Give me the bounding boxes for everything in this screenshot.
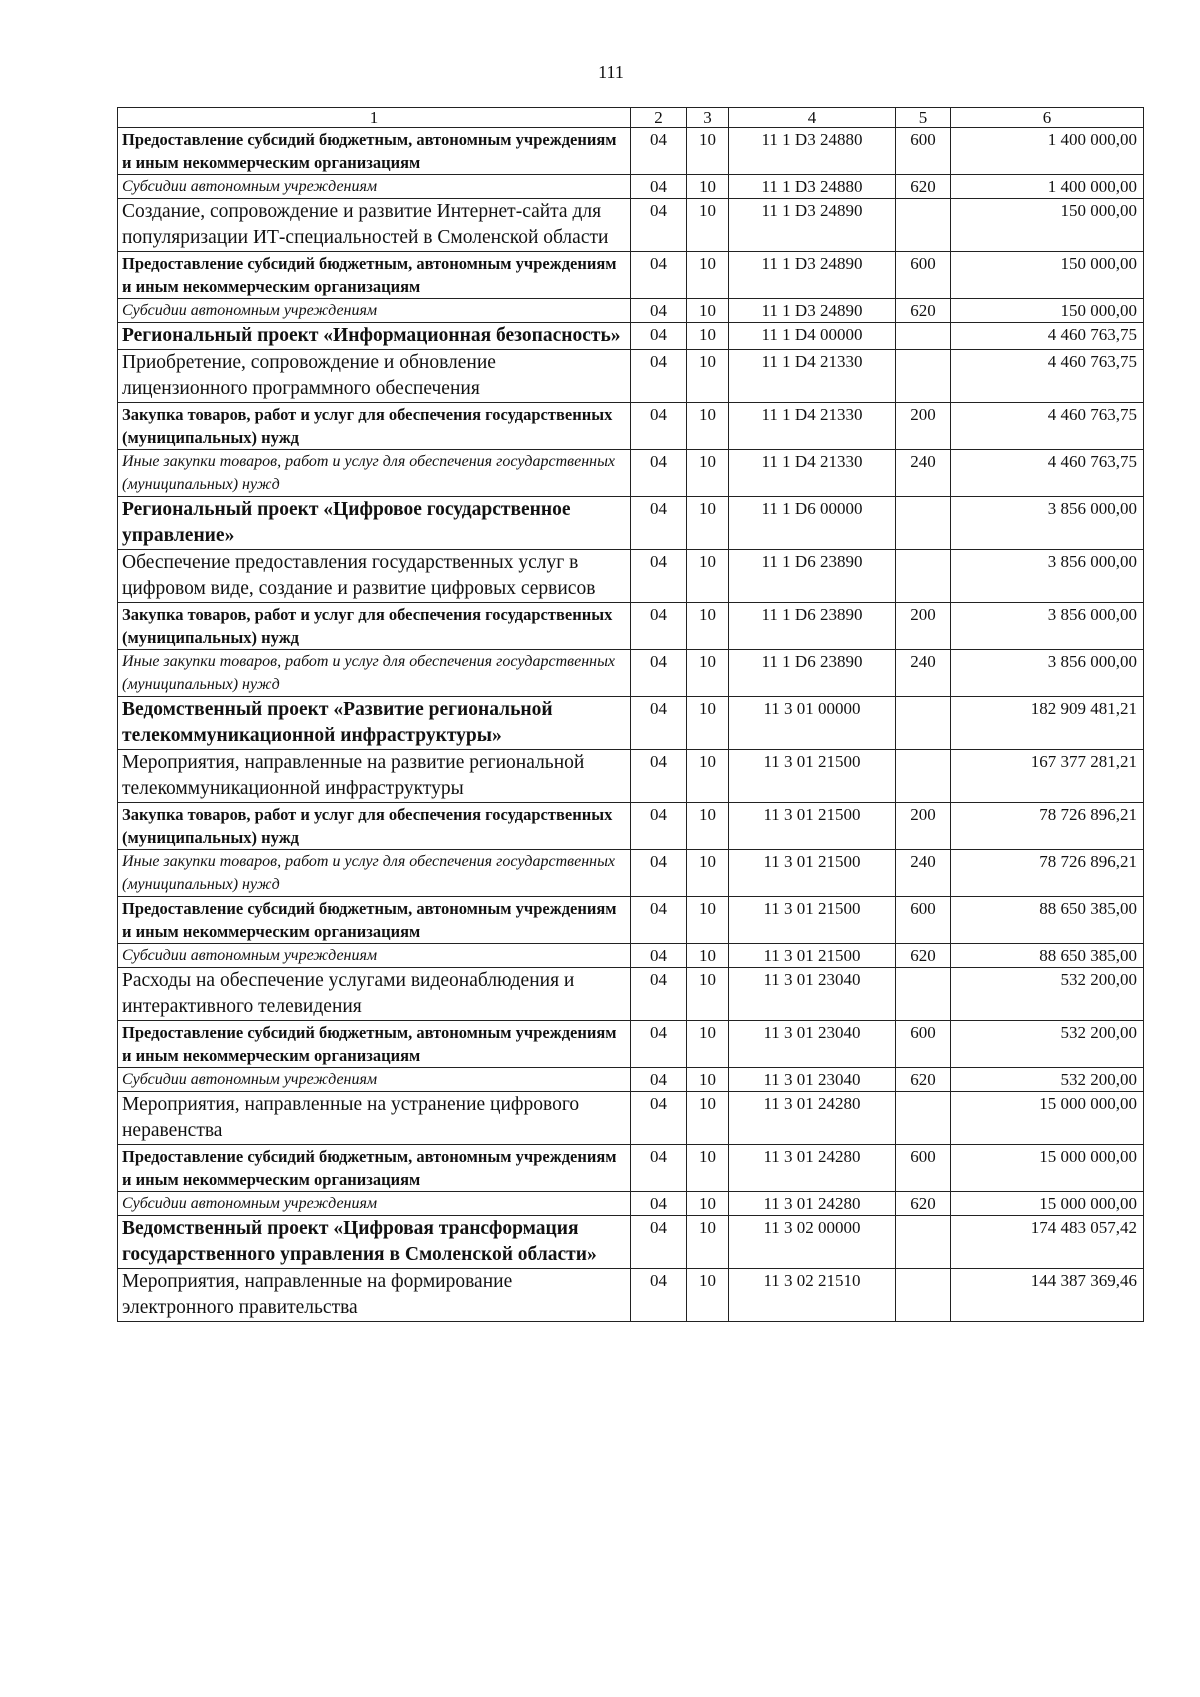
row-subsection: 10 [687, 450, 729, 497]
row-expense-type: 600 [896, 252, 951, 299]
row-subsection: 10 [687, 750, 729, 803]
row-amount: 3 856 000,00 [951, 550, 1144, 603]
row-amount: 150 000,00 [951, 252, 1144, 299]
row-expense-type: 620 [896, 175, 951, 199]
row-subsection: 10 [687, 1269, 729, 1322]
row-subsection: 10 [687, 1021, 729, 1068]
row-target-code: 11 3 01 24280 [729, 1092, 896, 1145]
row-section: 04 [631, 299, 687, 323]
row-name: Субсидии автономным учреждениям [118, 1068, 631, 1092]
row-expense-type [896, 697, 951, 750]
table-row [118, 944, 1144, 968]
row-target-code: 11 3 01 21500 [729, 750, 896, 803]
row-subsection: 10 [687, 1192, 729, 1216]
row-name: Мероприятия, направленные на развитие региональной телекоммуникационной инфраструктуры [118, 750, 631, 803]
row-section: 04 [631, 803, 687, 850]
row-target-code: 11 1 D4 21330 [729, 403, 896, 450]
row-amount: 3 856 000,00 [951, 497, 1144, 550]
row-target-code: 11 3 02 00000 [729, 1216, 896, 1269]
row-section: 04 [631, 550, 687, 603]
row-expense-type [896, 1269, 951, 1322]
row-subsection: 10 [687, 550, 729, 603]
row-expense-type: 240 [896, 450, 951, 497]
row-subsection: 10 [687, 944, 729, 968]
row-target-code: 11 1 D3 24890 [729, 199, 896, 252]
table-row [118, 1216, 1144, 1269]
table-row [118, 497, 1144, 550]
row-expense-type [896, 750, 951, 803]
row-target-code: 11 1 D4 00000 [729, 323, 896, 350]
row-name: Мероприятия, направленные на устранение цифрового неравенства [118, 1092, 631, 1145]
row-name: Закупка товаров, работ и услуг для обеспечения государственных (муниципальных) нужд [118, 403, 631, 450]
row-name: Субсидии автономным учреждениям [118, 1192, 631, 1216]
row-subsection: 10 [687, 323, 729, 350]
row-name: Закупка товаров, работ и услуг для обеспечения государственных (муниципальных) нужд [118, 603, 631, 650]
row-target-code: 11 3 02 21510 [729, 1269, 896, 1322]
row-amount: 174 483 057,42 [951, 1216, 1144, 1269]
row-name: Предоставление субсидий бюджетным, автономным учреждениям и иным некоммерческим организациям [118, 1021, 631, 1068]
row-section: 04 [631, 323, 687, 350]
row-name: Субсидии автономным учреждениям [118, 944, 631, 968]
row-target-code: 11 1 D3 24880 [729, 128, 896, 175]
table-row [118, 299, 1144, 323]
table-row [118, 803, 1144, 850]
row-amount: 15 000 000,00 [951, 1092, 1144, 1145]
row-amount: 182 909 481,21 [951, 697, 1144, 750]
row-name: Субсидии автономным учреждениям [118, 299, 631, 323]
row-name: Мероприятия, направленные на формирование электронного правительства [118, 1269, 631, 1322]
row-amount: 4 460 763,75 [951, 403, 1144, 450]
row-section: 04 [631, 1192, 687, 1216]
table-row [118, 450, 1144, 497]
row-section: 04 [631, 944, 687, 968]
row-amount: 150 000,00 [951, 199, 1144, 252]
row-target-code: 11 3 01 23040 [729, 1068, 896, 1092]
row-target-code: 11 1 D4 21330 [729, 350, 896, 403]
row-expense-type: 600 [896, 1145, 951, 1192]
table-row [118, 968, 1144, 1021]
row-section: 04 [631, 1145, 687, 1192]
row-subsection: 10 [687, 497, 729, 550]
row-expense-type: 240 [896, 850, 951, 897]
row-name: Иные закупки товаров, работ и услуг для обеспечения государственных (муниципальных) нужд [118, 450, 631, 497]
row-section: 04 [631, 199, 687, 252]
row-target-code: 11 1 D3 24890 [729, 299, 896, 323]
row-name: Региональный проект «Информационная безопасность» [118, 323, 631, 350]
row-name: Расходы на обеспечение услугами видеонаблюдения и интерактивного телевидения [118, 968, 631, 1021]
row-subsection: 10 [687, 403, 729, 450]
row-target-code: 11 3 01 21500 [729, 850, 896, 897]
row-section: 04 [631, 128, 687, 175]
table-row [118, 350, 1144, 403]
row-target-code: 11 3 01 00000 [729, 697, 896, 750]
row-target-code: 11 3 01 21500 [729, 803, 896, 850]
row-subsection: 10 [687, 968, 729, 1021]
row-name: Приобретение, сопровождение и обновление лицензионного программного обеспечения [118, 350, 631, 403]
row-section: 04 [631, 603, 687, 650]
row-subsection: 10 [687, 603, 729, 650]
row-target-code: 11 3 01 21500 [729, 897, 896, 944]
row-expense-type: 200 [896, 403, 951, 450]
row-name: Ведомственный проект «Развитие региональной телекоммуникационной инфраструктуры» [118, 697, 631, 750]
row-expense-type: 620 [896, 1192, 951, 1216]
row-target-code: 11 3 01 24280 [729, 1145, 896, 1192]
table-row [118, 850, 1144, 897]
row-section: 04 [631, 650, 687, 697]
row-amount: 4 460 763,75 [951, 450, 1144, 497]
row-subsection: 10 [687, 299, 729, 323]
table-row [118, 1192, 1144, 1216]
row-subsection: 10 [687, 175, 729, 199]
row-section: 04 [631, 1021, 687, 1068]
row-name: Предоставление субсидий бюджетным, автономным учреждениям и иным некоммерческим организациям [118, 897, 631, 944]
table-row [118, 1269, 1144, 1322]
row-name: Создание, сопровождение и развитие Интернет-сайта для популяризации ИТ-специальностей в Смоленской области [118, 199, 631, 252]
table-row [118, 1145, 1144, 1192]
row-expense-type [896, 199, 951, 252]
row-name: Предоставление субсидий бюджетным, автономным учреждениям и иным некоммерческим организациям [118, 128, 631, 175]
row-section: 04 [631, 697, 687, 750]
row-amount: 4 460 763,75 [951, 350, 1144, 403]
row-expense-type [896, 968, 951, 1021]
row-name: Ведомственный проект «Цифровая трансформация государственного управления в Смоленской области» [118, 1216, 631, 1269]
column-header-6: 6 [951, 108, 1144, 128]
row-name: Предоставление субсидий бюджетным, автономным учреждениям и иным некоммерческим организациям [118, 252, 631, 299]
row-section: 04 [631, 252, 687, 299]
row-subsection: 10 [687, 850, 729, 897]
budget-table [117, 107, 1144, 1322]
table-row [118, 603, 1144, 650]
row-subsection: 10 [687, 1092, 729, 1145]
row-section: 04 [631, 350, 687, 403]
row-expense-type: 620 [896, 299, 951, 323]
column-header-3: 3 [687, 108, 729, 128]
column-header-4: 4 [729, 108, 896, 128]
row-section: 04 [631, 1068, 687, 1092]
row-section: 04 [631, 497, 687, 550]
row-amount: 78 726 896,21 [951, 850, 1144, 897]
row-subsection: 10 [687, 897, 729, 944]
row-amount: 4 460 763,75 [951, 323, 1144, 350]
row-amount: 3 856 000,00 [951, 603, 1144, 650]
row-target-code: 11 3 01 23040 [729, 1021, 896, 1068]
row-target-code: 11 3 01 23040 [729, 968, 896, 1021]
table-row [118, 897, 1144, 944]
row-subsection: 10 [687, 803, 729, 850]
row-amount: 15 000 000,00 [951, 1192, 1144, 1216]
table-row [118, 750, 1144, 803]
row-amount: 88 650 385,00 [951, 897, 1144, 944]
row-name: Региональный проект «Цифровое государственное управление» [118, 497, 631, 550]
row-expense-type: 620 [896, 1068, 951, 1092]
row-amount: 3 856 000,00 [951, 650, 1144, 697]
row-target-code: 11 3 01 24280 [729, 1192, 896, 1216]
row-amount: 532 200,00 [951, 1068, 1144, 1092]
row-amount: 88 650 385,00 [951, 944, 1144, 968]
table-row [118, 550, 1144, 603]
row-target-code: 11 1 D3 24880 [729, 175, 896, 199]
row-section: 04 [631, 750, 687, 803]
row-section: 04 [631, 968, 687, 1021]
row-amount: 1 400 000,00 [951, 175, 1144, 199]
row-subsection: 10 [687, 1145, 729, 1192]
row-amount: 532 200,00 [951, 1021, 1144, 1068]
row-name: Обеспечение предоставления государственных услуг в цифровом виде, создание и развитие цифровых сервисов [118, 550, 631, 603]
table-row [118, 323, 1144, 350]
row-expense-type [896, 1216, 951, 1269]
row-subsection: 10 [687, 199, 729, 252]
row-name: Закупка товаров, работ и услуг для обеспечения государственных (муниципальных) нужд [118, 803, 631, 850]
row-target-code: 11 1 D6 00000 [729, 497, 896, 550]
table-row [118, 128, 1144, 175]
row-subsection: 10 [687, 128, 729, 175]
row-expense-type [896, 350, 951, 403]
row-section: 04 [631, 1092, 687, 1145]
row-name: Предоставление субсидий бюджетным, автономным учреждениям и иным некоммерческим организациям [118, 1145, 631, 1192]
row-name: Субсидии автономным учреждениям [118, 175, 631, 199]
row-amount: 1 400 000,00 [951, 128, 1144, 175]
table-row [118, 1021, 1144, 1068]
row-subsection: 10 [687, 1216, 729, 1269]
row-expense-type [896, 550, 951, 603]
row-name: Иные закупки товаров, работ и услуг для обеспечения государственных (муниципальных) нужд [118, 650, 631, 697]
row-target-code: 11 1 D6 23890 [729, 550, 896, 603]
row-expense-type: 200 [896, 603, 951, 650]
row-subsection: 10 [687, 650, 729, 697]
row-target-code: 11 1 D6 23890 [729, 603, 896, 650]
row-expense-type [896, 497, 951, 550]
page-number: 111 [598, 62, 624, 82]
row-amount: 15 000 000,00 [951, 1145, 1144, 1192]
column-header-2: 2 [631, 108, 687, 128]
row-section: 04 [631, 450, 687, 497]
table-row [118, 403, 1144, 450]
table-row [118, 199, 1144, 252]
row-section: 04 [631, 850, 687, 897]
table-row [118, 697, 1144, 750]
row-target-code: 11 1 D6 23890 [729, 650, 896, 697]
column-header-1: 1 [118, 108, 631, 128]
row-expense-type: 200 [896, 803, 951, 850]
row-subsection: 10 [687, 697, 729, 750]
row-target-code: 11 1 D4 21330 [729, 450, 896, 497]
table-row [118, 175, 1144, 199]
row-section: 04 [631, 175, 687, 199]
row-subsection: 10 [687, 1068, 729, 1092]
row-name: Иные закупки товаров, работ и услуг для обеспечения государственных (муниципальных) нужд [118, 850, 631, 897]
row-target-code: 11 3 01 21500 [729, 944, 896, 968]
row-section: 04 [631, 1269, 687, 1322]
row-amount: 78 726 896,21 [951, 803, 1144, 850]
row-expense-type: 240 [896, 650, 951, 697]
row-target-code: 11 1 D3 24890 [729, 252, 896, 299]
table-row [118, 1068, 1144, 1092]
row-expense-type: 620 [896, 944, 951, 968]
table-row [118, 252, 1144, 299]
row-expense-type [896, 323, 951, 350]
table-row [118, 650, 1144, 697]
row-amount: 150 000,00 [951, 299, 1144, 323]
column-header-5: 5 [896, 108, 951, 128]
row-amount: 532 200,00 [951, 968, 1144, 1021]
row-subsection: 10 [687, 350, 729, 403]
row-section: 04 [631, 403, 687, 450]
row-section: 04 [631, 1216, 687, 1269]
table-row [118, 1092, 1144, 1145]
row-amount: 167 377 281,21 [951, 750, 1144, 803]
row-expense-type: 600 [896, 1021, 951, 1068]
table-header-row [118, 108, 1144, 128]
row-expense-type [896, 1092, 951, 1145]
row-expense-type: 600 [896, 128, 951, 175]
row-expense-type: 600 [896, 897, 951, 944]
row-subsection: 10 [687, 252, 729, 299]
row-section: 04 [631, 897, 687, 944]
row-amount: 144 387 369,46 [951, 1269, 1144, 1322]
